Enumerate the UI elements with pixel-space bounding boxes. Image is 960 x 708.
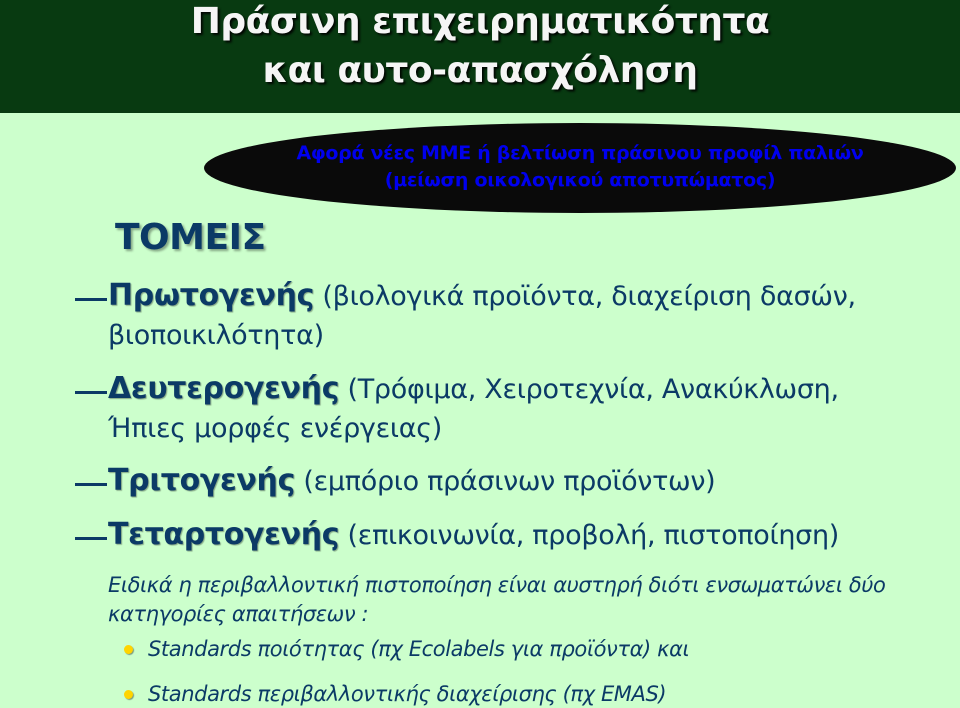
- slide-title-line-2: και αυτο-απασχόληση: [262, 50, 698, 91]
- bullet-item: Standards ποιότητας (πχ Ecolabels για προϊόντα) και: [148, 637, 690, 661]
- sector-name: Δευτερογενής: [108, 371, 340, 406]
- dash-bullet: [75, 298, 107, 301]
- bullet-item: Standards περιβαλλοντικής διαχείρισης (πχ EMAS): [148, 682, 667, 706]
- sector-secondary: [108, 372, 839, 407]
- sector-description-continued: Ήπιες μορφές ενέργειας): [108, 413, 443, 444]
- dash-bullet: [75, 483, 107, 486]
- dash-bullet: [75, 537, 107, 540]
- note-line-2: κατηγορίες απαιτήσεων :: [108, 602, 369, 626]
- sector-description-continued: βιοποικιλότητα): [108, 320, 324, 351]
- sector-primary: [108, 279, 856, 314]
- sector-quaternary: [108, 518, 839, 553]
- sector-name: Πρωτογενής: [108, 278, 315, 313]
- dash-bullet: [75, 391, 107, 394]
- bullet-dot: [124, 690, 133, 699]
- sector-description: (επικοινωνία, προβολή, πιστοποίηση): [339, 520, 839, 551]
- slide-title-line-1: Πράσινη επιχειρηματικότητα: [190, 1, 770, 42]
- sector-description: (βιολογικά προϊόντα, διαχείριση δασών,: [314, 281, 856, 312]
- sector-name: Τριτογενής: [108, 463, 296, 498]
- callout-text-line-2: (μείωση οικολογικού αποτυπώματος): [384, 169, 776, 191]
- sector-name: Τεταρτογενής: [108, 517, 340, 552]
- section-heading: ΤΟΜΕΙΣ: [115, 217, 266, 258]
- note-line-1: Ειδικά η περιβαλλοντική πιστοποίηση είναι αυστηρή διότι ενσωματώνει δύο: [108, 573, 886, 597]
- sector-description: (Τρόφιμα, Χειροτεχνία, Ανακύκλωση,: [339, 374, 839, 405]
- callout-text-line-1: Αφορά νέες ΜΜΕ ή βελτίωση πράσινου προφίλ παλιών: [296, 142, 864, 164]
- sector-tertiary: [108, 464, 715, 499]
- sector-description: (εμπόριο πράσινων προϊόντων): [295, 466, 716, 497]
- bullet-dot: [124, 645, 133, 654]
